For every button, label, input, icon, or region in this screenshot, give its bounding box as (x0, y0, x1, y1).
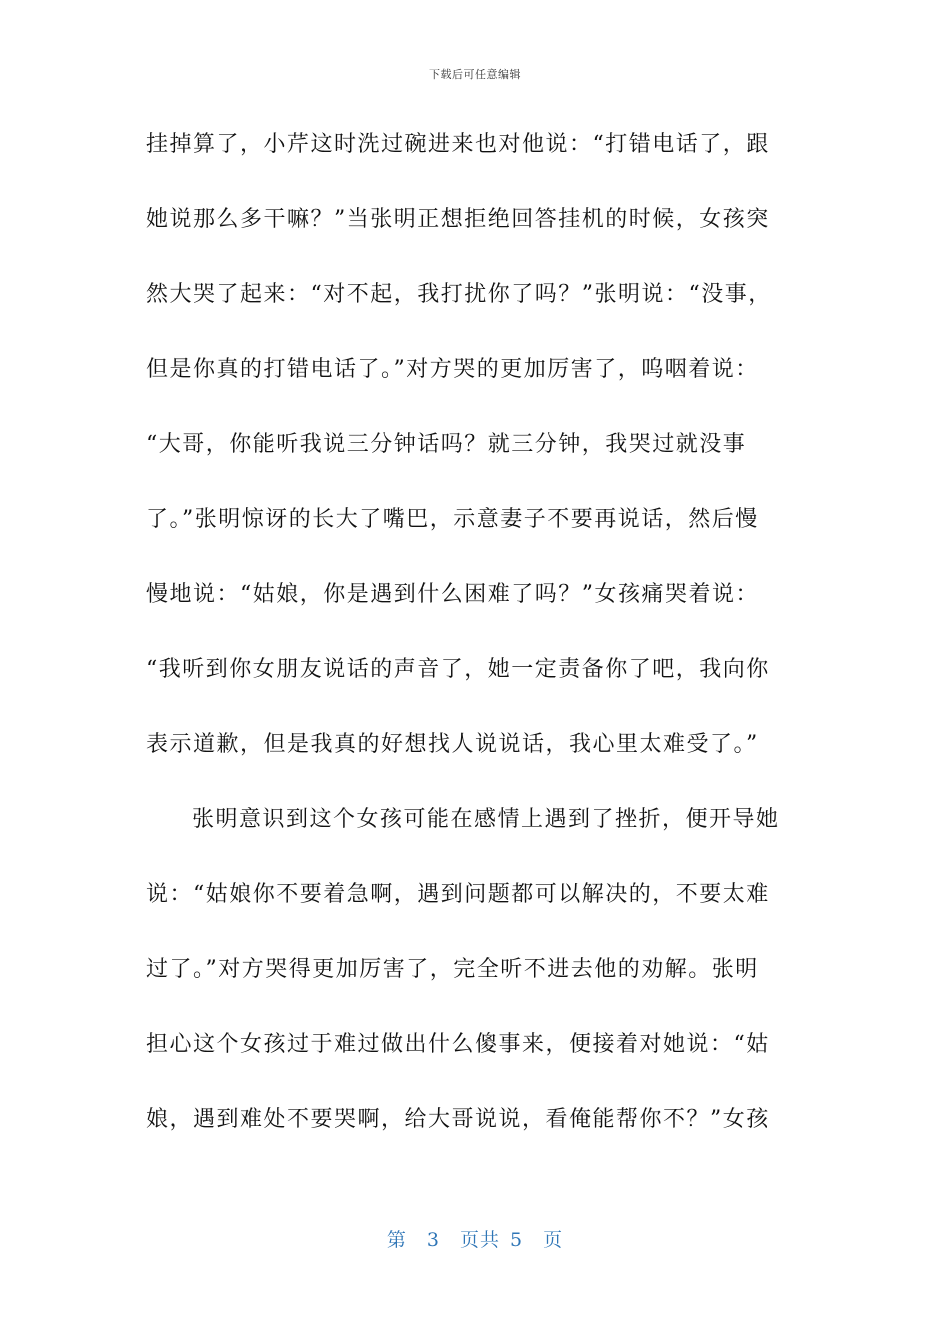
text-line: 慢地说：“姑娘，你是遇到什么困难了吗？”女孩痛哭着说： (146, 582, 759, 607)
text-line: 了。”张明惊讶的长大了嘴巴，示意妻子不要再说话，然后慢 (146, 507, 759, 532)
total-pages-number: 5 (510, 1229, 524, 1251)
text-line: 担心这个女孩过于难过做出什么傻事来，便接着对她说：“姑 (146, 1032, 770, 1057)
text-line: 表示道歉，但是我真的好想找人说说话，我心里太难受了。” (146, 732, 759, 757)
text-line: “我听到你女朋友说话的声音了，她一定责备你了吧，我向你 (146, 657, 770, 682)
page-number-footer (0, 1225, 950, 1252)
page-label-suffix: 页 (543, 1229, 564, 1251)
text-line: 说：“姑娘你不要着急啊，遇到问题都可以解决的，不要太难 (146, 882, 770, 907)
body-text (146, 121, 806, 1171)
text-line: 过了。”对方哭得更加厉害了，完全听不进去他的劝解。张明 (146, 957, 759, 982)
page-label-mid: 页共 (459, 1229, 500, 1251)
current-page-number: 3 (426, 1229, 440, 1251)
text-line: 她说那么多干嘛？”当张明正想拒绝回答挂机的时候，女孩突 (146, 207, 770, 232)
text-line: 但是你真的打错电话了。”对方哭的更加厉害了，呜咽着说： (146, 357, 759, 382)
text-line-paragraph-start: 张明意识到这个女孩可能在感情上遇到了挫折，便开导她 (192, 807, 780, 832)
header-note: 下载后可任意编辑 (429, 68, 521, 81)
text-line: 然大哭了起来：“对不起，我打扰你了吗？”张明说：“没事， (146, 282, 772, 307)
text-line: 挂掉算了，小芹这时洗过碗进来也对他说：“打错电话了，跟 (146, 132, 770, 157)
text-line: 娘，遇到难处不要哭啊，给大哥说说，看俺能帮你不？”女孩 (146, 1107, 770, 1132)
text-line: “大哥，你能听我说三分钟话吗？就三分钟，我哭过就没事 (146, 432, 747, 457)
page-label-prefix: 第 (386, 1229, 407, 1251)
